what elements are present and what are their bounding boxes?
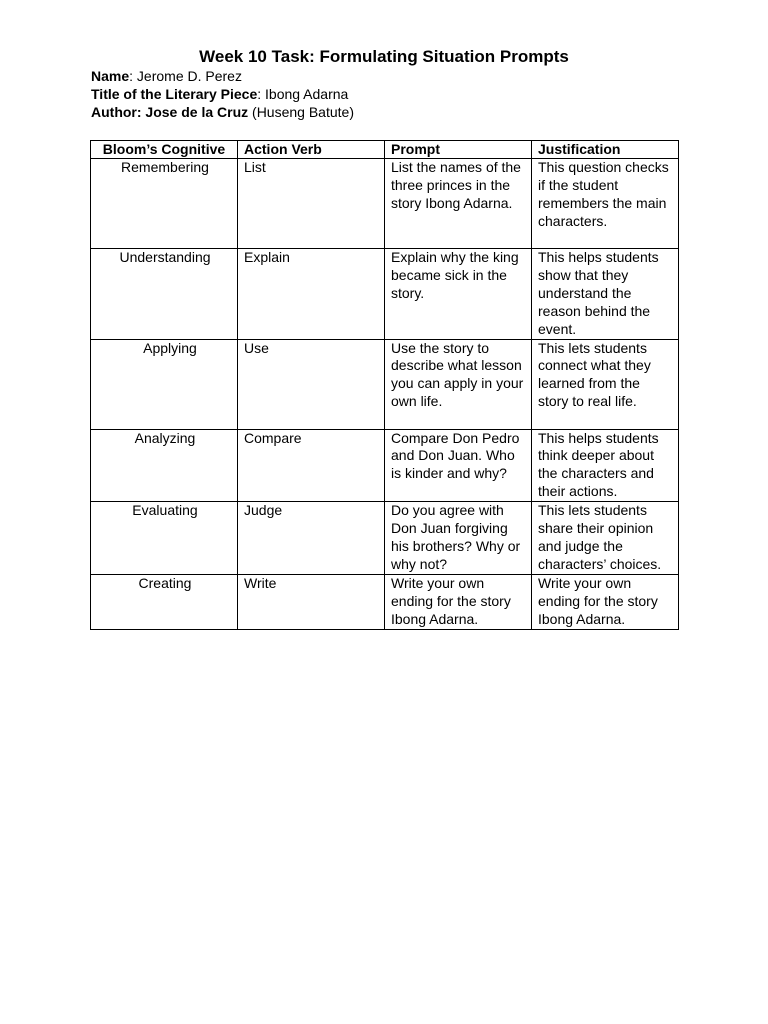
prompt-cell: Compare Don Pedro and Don Juan. Who is kinder and why? xyxy=(385,429,532,502)
justification-cell: This helps students show that they understand the reason behind the event. xyxy=(532,249,679,340)
author-line xyxy=(91,103,354,121)
header-action-verb: Action Verb xyxy=(238,141,385,159)
situation-prompts-table xyxy=(90,140,679,630)
prompt-cell: Do you agree with Don Juan forgiving his brothers? Why or why not? xyxy=(385,502,532,575)
author-value: (Huseng Batute) xyxy=(248,104,354,120)
table-row xyxy=(91,159,679,249)
table-row xyxy=(91,502,679,575)
blooms-level-cell: Analyzing xyxy=(91,429,238,502)
prompt-cell: Explain why the king became sick in the story. xyxy=(385,249,532,340)
justification-cell: This lets students share their opinion and judge the characters’ choices. xyxy=(532,502,679,575)
action-verb-cell: Compare xyxy=(238,429,385,502)
justification-cell: This question checks if the student remembers the main characters. xyxy=(532,159,679,249)
name-value: : Jerome D. Perez xyxy=(129,68,242,84)
blooms-level-cell: Applying xyxy=(91,339,238,429)
action-verb-cell: Explain xyxy=(238,249,385,340)
table-row xyxy=(91,249,679,340)
table-header-row xyxy=(91,141,679,159)
blooms-level-cell: Evaluating xyxy=(91,502,238,575)
header-blooms-cognitive: Bloom’s Cognitive xyxy=(91,141,238,159)
blooms-level-cell: Understanding xyxy=(91,249,238,340)
prompt-cell: List the names of the three princes in the story Ibong Adarna. xyxy=(385,159,532,249)
literary-piece-line xyxy=(91,85,348,103)
student-name-line xyxy=(91,67,242,85)
prompt-cell: Write your own ending for the story Ibong Adarna. xyxy=(385,574,532,629)
literary-piece-label: Title of the Literary Piece xyxy=(91,86,258,102)
page-title: Week 10 Task: Formulating Situation Prompts xyxy=(199,47,569,66)
name-label: Name xyxy=(91,68,130,84)
justification-cell: This lets students connect what they learned from the story to real life. xyxy=(532,339,679,429)
justification-cell: This helps students think deeper about the characters and their actions. xyxy=(532,429,679,502)
action-verb-cell: Judge xyxy=(238,502,385,575)
blooms-level-cell: Remembering xyxy=(91,159,238,249)
blooms-level-cell: Creating xyxy=(91,574,238,629)
table-row xyxy=(91,339,679,429)
justification-cell: Write your own ending for the story Ibong Adarna. xyxy=(532,574,679,629)
header-justification: Justification xyxy=(532,141,679,159)
literary-piece-value: : Ibong Adarna xyxy=(257,86,349,102)
action-verb-cell: List xyxy=(238,159,385,249)
table-row xyxy=(91,429,679,502)
action-verb-cell: Write xyxy=(238,574,385,629)
prompt-cell: Use the story to describe what lesson you can apply in your own life. xyxy=(385,339,532,429)
action-verb-cell: Use xyxy=(238,339,385,429)
header-prompt: Prompt xyxy=(385,141,532,159)
table-row xyxy=(91,574,679,629)
author-label: Author: Jose de la Cruz xyxy=(91,104,249,120)
